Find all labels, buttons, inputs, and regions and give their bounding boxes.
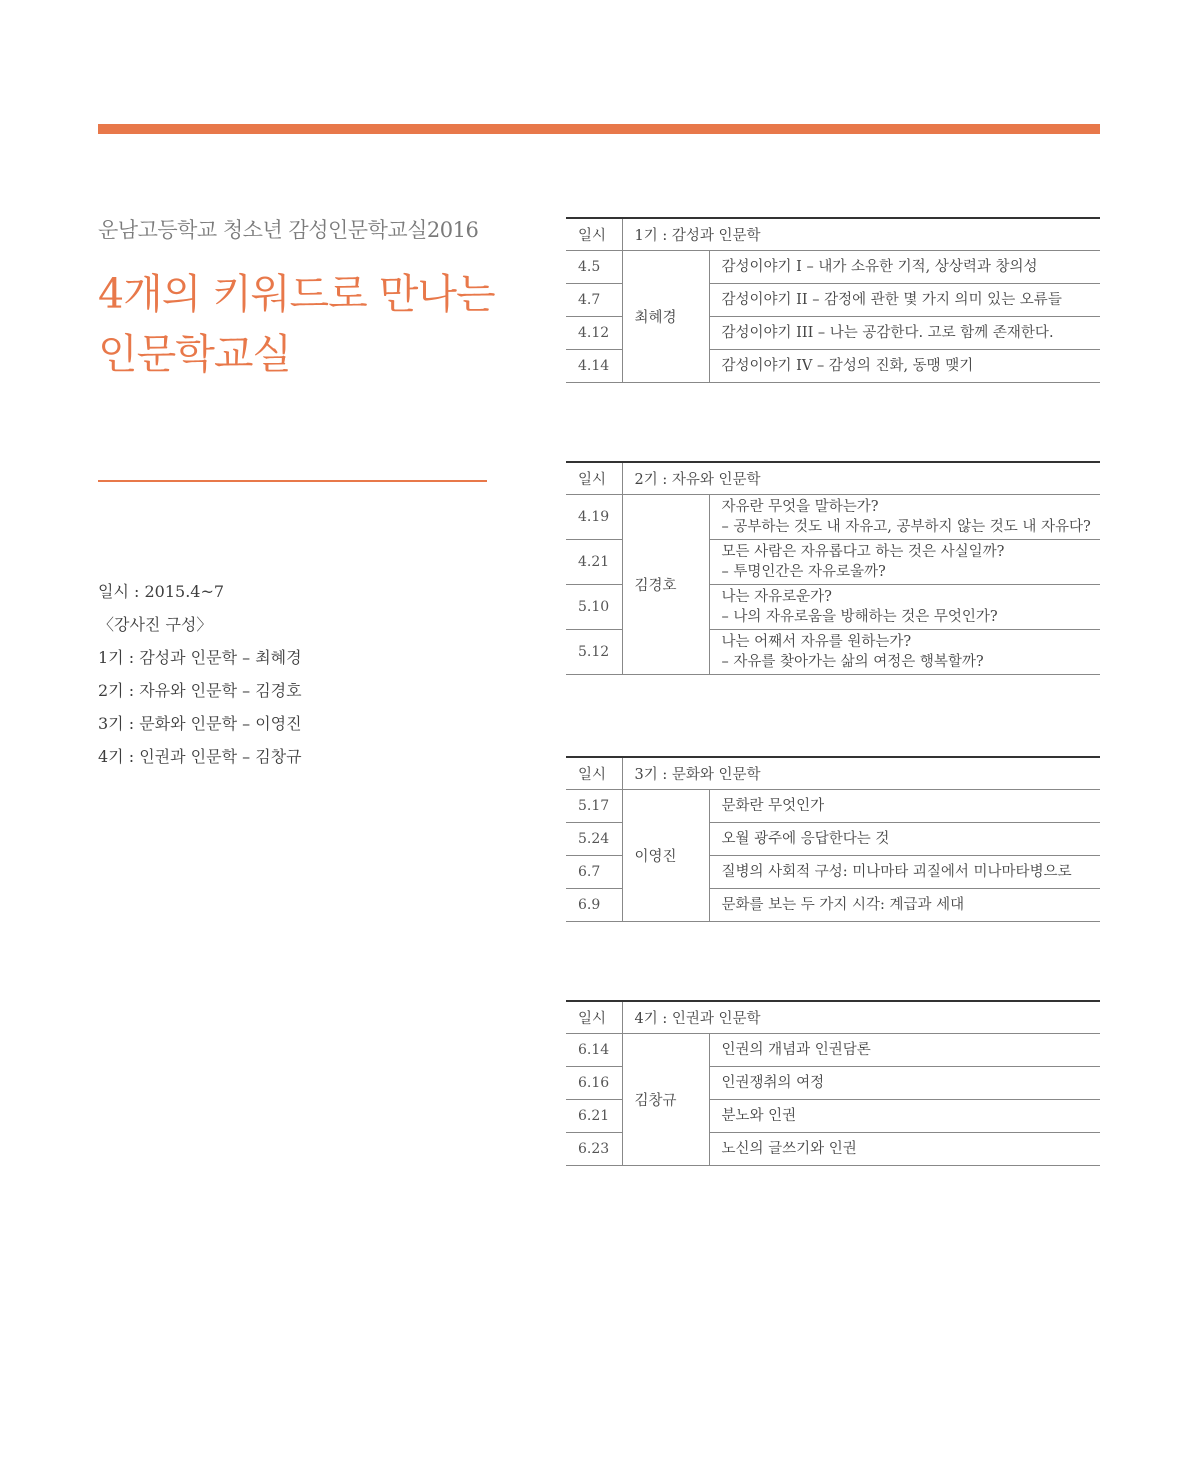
- session-date: 4.14: [566, 350, 622, 383]
- date-column-header: 일시: [566, 218, 622, 251]
- topic-subquestion: – 투명인간은 자유로울까?: [721, 564, 886, 580]
- date-column-header: 일시: [566, 462, 622, 495]
- term-line: 3기 : 문화와 인문학 – 이영진: [98, 714, 302, 733]
- table-header-row: [566, 1001, 1100, 1034]
- session-topic: [709, 540, 1100, 585]
- lecturer-name: 이영진: [622, 790, 709, 922]
- program-info: [98, 578, 302, 776]
- session-topic: [709, 630, 1100, 675]
- table-row: [566, 495, 1100, 540]
- session-date: 6.14: [566, 1034, 622, 1067]
- session-topic: [709, 495, 1100, 540]
- session-date: 5.24: [566, 823, 622, 856]
- session-topic: 문화를 보는 두 가지 시각: 계급과 세대: [709, 889, 1100, 922]
- page-title-line-2: 인문학교실: [98, 330, 292, 378]
- schedule-table-term-1: [566, 217, 1100, 383]
- page-title: [98, 264, 495, 384]
- session-topic: 노신의 글쓰기와 인권: [709, 1133, 1100, 1166]
- topic-subquestion: – 공부하는 것도 내 자유고, 공부하지 않는 것도 내 자유다?: [721, 519, 1091, 535]
- session-topic: 오월 광주에 응답한다는 것: [709, 823, 1100, 856]
- top-accent-bar: [98, 124, 1100, 134]
- session-date: 4.5: [566, 251, 622, 284]
- lecturer-name: 김경호: [622, 495, 709, 675]
- session-topic: [709, 585, 1100, 630]
- date-column-header: 일시: [566, 757, 622, 790]
- session-topic: 감성이야기 IV – 감성의 진화, 동맹 맺기: [709, 350, 1100, 383]
- session-date: 4.7: [566, 284, 622, 317]
- table-row: [566, 251, 1100, 284]
- session-topic: 감성이야기 I – 내가 소유한 기적, 상상력과 창의성: [709, 251, 1100, 284]
- session-date: 4.21: [566, 540, 622, 585]
- schedule-table-term-2: [566, 461, 1100, 675]
- topic-subquestion: – 나의 자유로움을 방해하는 것은 무엇인가?: [721, 609, 998, 625]
- term-title: 2기 : 자유와 인문학: [622, 462, 1100, 495]
- topic-question: 나는 어째서 자유를 원하는가?: [721, 634, 912, 650]
- table-row: [566, 1034, 1100, 1067]
- session-date: 5.10: [566, 585, 622, 630]
- session-topic: 감성이야기 II – 감정에 관한 몇 가지 의미 있는 오류들: [709, 284, 1100, 317]
- session-topic: 인권쟁취의 여정: [709, 1067, 1100, 1100]
- session-date: 4.19: [566, 495, 622, 540]
- session-topic: 감성이야기 III – 나는 공감한다. 고로 함께 존재한다.: [709, 317, 1100, 350]
- page-subtitle: 운남고등학교 청소년 감성인문학교실2016: [98, 218, 479, 242]
- session-date: 6.23: [566, 1133, 622, 1166]
- session-date: 5.12: [566, 630, 622, 675]
- session-topic: 질병의 사회적 구성: 미나마타 괴질에서 미나마타병으로: [709, 856, 1100, 889]
- session-date: 5.17: [566, 790, 622, 823]
- schedule-table-term-3: [566, 756, 1100, 922]
- session-date: 4.12: [566, 317, 622, 350]
- table-header-row: [566, 218, 1100, 251]
- schedule-table-term-4: [566, 1000, 1100, 1166]
- session-date: 6.16: [566, 1067, 622, 1100]
- session-topic: 문화란 무엇인가: [709, 790, 1100, 823]
- session-date: 6.7: [566, 856, 622, 889]
- program-date: 일시 : 2015.4~7: [98, 582, 225, 601]
- session-date: 6.21: [566, 1100, 622, 1133]
- lecturer-name: 최혜경: [622, 251, 709, 383]
- term-line: 1기 : 감성과 인문학 – 최혜경: [98, 648, 302, 667]
- table-header-row: [566, 757, 1100, 790]
- term-line: 2기 : 자유와 인문학 – 김경호: [98, 681, 302, 700]
- topic-question: 나는 자유로운가?: [721, 589, 832, 605]
- lecturer-composition-heading: 〈강사진 구성〉: [98, 615, 213, 634]
- session-topic: 분노와 인권: [709, 1100, 1100, 1133]
- topic-subquestion: – 자유를 찾아가는 삶의 여정은 행복할까?: [721, 654, 984, 670]
- table-row: [566, 790, 1100, 823]
- lecturer-name: 김창규: [622, 1034, 709, 1166]
- term-title: 1기 : 감성과 인문학: [622, 218, 1100, 251]
- topic-question: 모든 사람은 자유롭다고 하는 것은 사실일까?: [721, 544, 1005, 560]
- topic-question: 자유란 무엇을 말하는가?: [721, 499, 879, 515]
- term-line: 4기 : 인권과 인문학 – 김창규: [98, 747, 302, 766]
- title-divider: [98, 480, 487, 482]
- term-title: 4기 : 인권과 인문학: [622, 1001, 1100, 1034]
- date-column-header: 일시: [566, 1001, 622, 1034]
- session-topic: 인권의 개념과 인권담론: [709, 1034, 1100, 1067]
- table-header-row: [566, 462, 1100, 495]
- term-title: 3기 : 문화와 인문학: [622, 757, 1100, 790]
- page-title-line-1: 4개의 키워드로 만나는: [98, 270, 495, 318]
- session-date: 6.9: [566, 889, 622, 922]
